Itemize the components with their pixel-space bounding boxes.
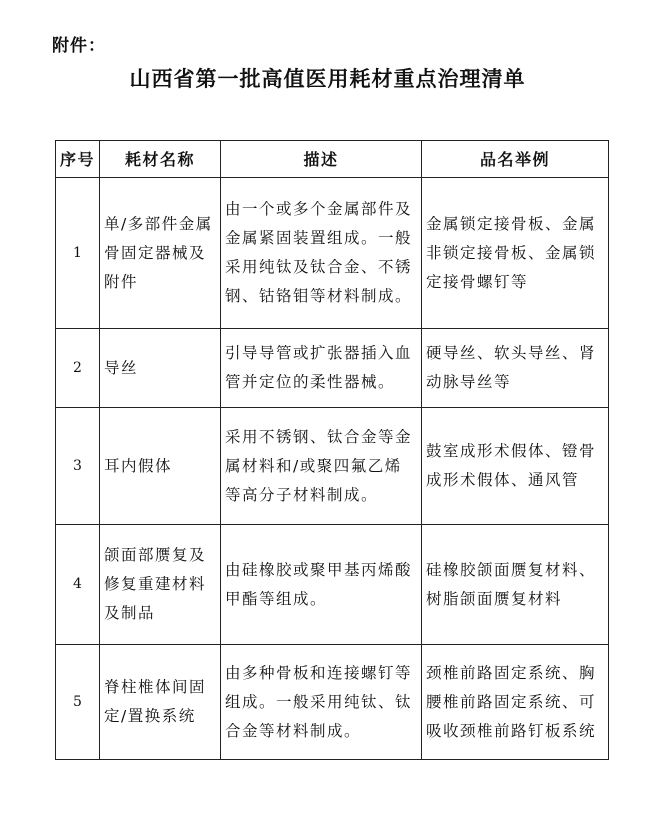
row-description: 由硅橡胶或聚甲基丙烯酸甲酯等组成。 xyxy=(221,525,422,645)
row-name: 单/多部件金属骨固定器械及附件 xyxy=(100,178,221,329)
table-row xyxy=(56,525,609,645)
row-number: 2 xyxy=(56,329,100,408)
row-description: 由一个或多个金属部件及金属紧固装置组成。一般采用纯钛及钛合金、不锈钢、钴铬钼等材料制成。 xyxy=(221,178,422,329)
table-row xyxy=(56,408,609,525)
row-number: 3 xyxy=(56,408,100,525)
row-description: 引导导管或扩张器插入血管并定位的柔性器械。 xyxy=(221,329,422,408)
row-name: 导丝 xyxy=(100,329,221,408)
row-examples: 硅橡胶颌面赝复材料、树脂颌面赝复材料 xyxy=(422,525,609,645)
row-number: 5 xyxy=(56,645,100,760)
header-consumable-name: 耗材名称 xyxy=(100,141,221,178)
row-number: 4 xyxy=(56,525,100,645)
row-examples: 金属锁定接骨板、金属非锁定接骨板、金属锁定接骨螺钉等 xyxy=(422,178,609,329)
table-row xyxy=(56,645,609,760)
header-product-examples: 品名举例 xyxy=(422,141,609,178)
table-row xyxy=(56,329,609,408)
header-serial-number: 序号 xyxy=(56,141,100,178)
row-number: 1 xyxy=(56,178,100,329)
attachment-label: 附件： xyxy=(52,36,106,56)
header-description: 描述 xyxy=(221,141,422,178)
row-name: 脊柱椎体间固定/置换系统 xyxy=(100,645,221,760)
row-name: 耳内假体 xyxy=(100,408,221,525)
row-examples: 颈椎前路固定系统、胸腰椎前路固定系统、可吸收颈椎前路钉板系统 xyxy=(422,645,609,760)
row-examples: 鼓室成形术假体、镫骨成形术假体、通风管 xyxy=(422,408,609,525)
consumables-table xyxy=(55,140,609,760)
document-title: 山西省第一批高值医用耗材重点治理清单 xyxy=(129,67,526,91)
row-description: 由多种骨板和连接螺钉等组成。一般采用纯钛、钛合金等材料制成。 xyxy=(221,645,422,760)
row-description: 采用不锈钢、钛合金等金属材料和/或聚四氟乙烯等高分子材料制成。 xyxy=(221,408,422,525)
row-name: 颌面部赝复及修复重建材料及制品 xyxy=(100,525,221,645)
table-header-row xyxy=(56,141,609,178)
row-examples: 硬导丝、软头导丝、肾动脉导丝等 xyxy=(422,329,609,408)
table-row xyxy=(56,178,609,329)
